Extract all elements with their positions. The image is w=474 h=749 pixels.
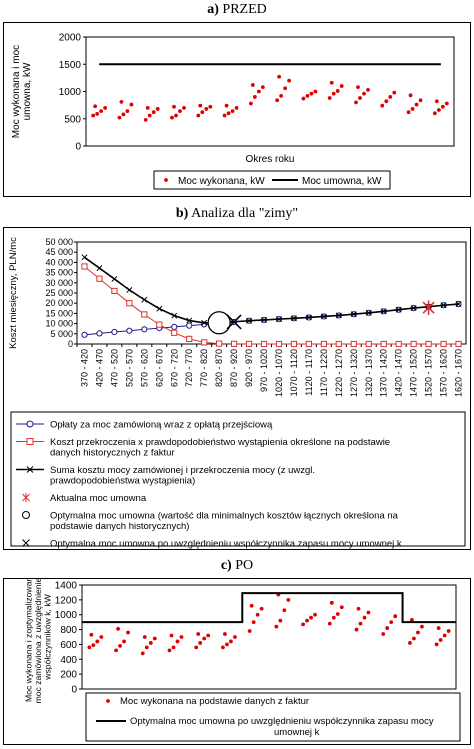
data-point xyxy=(172,646,176,650)
data-point xyxy=(260,607,264,611)
data-point-square xyxy=(142,312,147,317)
legend-marker-dot xyxy=(164,178,168,182)
y-tick-label: 1500 xyxy=(58,59,81,71)
data-point-x xyxy=(82,255,87,260)
data-point xyxy=(286,598,290,602)
data-point-circle xyxy=(142,327,147,332)
data-point xyxy=(435,99,439,103)
data-point xyxy=(275,98,279,102)
data-point-square xyxy=(172,330,177,335)
data-point xyxy=(180,635,184,639)
data-point-square xyxy=(157,322,162,327)
data-point xyxy=(420,625,424,629)
chart-a xyxy=(4,23,470,196)
data-point xyxy=(149,641,153,645)
data-point-square xyxy=(202,340,207,345)
x-axis-label: Okres roku xyxy=(245,154,295,165)
x-tick-label: 520 - 570 xyxy=(124,349,135,388)
data-point xyxy=(153,637,157,641)
data-point xyxy=(200,110,204,114)
data-point-circle xyxy=(97,331,102,336)
data-point xyxy=(366,88,370,92)
data-point xyxy=(407,110,411,114)
y-tick-label: 50 000 xyxy=(45,237,73,247)
x-tick-label: 970 - 1020 xyxy=(259,349,270,393)
legend-label: Moc umowna, kW xyxy=(302,176,382,187)
data-point-square xyxy=(381,341,386,346)
data-point xyxy=(278,619,282,623)
data-point xyxy=(384,99,388,103)
data-point xyxy=(172,105,176,109)
data-point xyxy=(99,109,103,113)
data-point xyxy=(389,620,393,624)
data-point xyxy=(206,634,210,638)
y-axis-label: Moc wykonana i zoptymalizowanamoc zamówiona z uwzględnieniemwspółczynników k, kW xyxy=(23,579,53,704)
data-point xyxy=(126,109,130,113)
data-point xyxy=(332,92,336,96)
data-point xyxy=(409,93,413,97)
x-tick-label: 1220 - 1270 xyxy=(333,349,344,398)
data-point xyxy=(441,105,445,109)
data-point-square xyxy=(396,341,401,346)
data-point xyxy=(152,110,156,114)
data-point xyxy=(130,103,134,107)
panel-c-title xyxy=(0,558,474,574)
data-point xyxy=(388,95,392,99)
data-point xyxy=(178,109,182,113)
data-point-x xyxy=(142,297,147,302)
data-point xyxy=(89,633,93,637)
y-tick-label: 1000 xyxy=(58,87,81,98)
data-point xyxy=(93,104,97,108)
data-point-square xyxy=(112,288,117,293)
chart-b xyxy=(4,228,470,549)
data-point xyxy=(198,641,202,645)
series-line-2 xyxy=(84,257,458,322)
y-axis-label: Koszt miesięczny, PLN/mc xyxy=(8,237,19,349)
data-point-square xyxy=(336,341,341,346)
data-point xyxy=(143,635,147,639)
data-point xyxy=(248,629,252,633)
legend-label: Optymalna moc umowna po uwzględnieniu współczynnika zapasu mocy umownej k xyxy=(50,538,402,549)
panel-b-title xyxy=(0,206,474,222)
data-point xyxy=(235,106,239,110)
data-point-square xyxy=(261,341,266,346)
y-tick-label: 600 xyxy=(60,639,77,651)
data-point xyxy=(95,112,99,116)
data-point xyxy=(309,616,313,620)
data-point-circle xyxy=(112,329,117,334)
x-tick-label: 1420 - 1470 xyxy=(393,349,404,398)
data-point xyxy=(385,626,389,630)
data-point xyxy=(330,81,334,85)
data-point xyxy=(314,90,318,94)
data-point xyxy=(251,83,255,87)
data-point-circle xyxy=(127,328,132,333)
data-point xyxy=(393,614,397,618)
data-point-square xyxy=(291,341,296,346)
data-point xyxy=(392,91,396,95)
plot-area xyxy=(82,585,456,689)
x-tick-label: 1120 - 1170 xyxy=(303,349,314,396)
data-point-x xyxy=(112,276,117,281)
data-point xyxy=(419,98,423,102)
data-point xyxy=(118,644,122,648)
data-point xyxy=(126,631,130,635)
x-tick-label: 1170 - 1220 xyxy=(318,349,329,397)
data-point xyxy=(223,632,227,636)
data-point xyxy=(437,626,441,630)
x-tick-label: 370 - 420 xyxy=(79,349,90,388)
legend-label: Optymalna moc umowna (wartość dla minimalnych kosztów łącznych określona na podstawie danych historycznych) xyxy=(50,510,398,532)
x-tick-label: 470 - 520 xyxy=(109,349,120,388)
legend-label: Aktualna moc umowna xyxy=(50,493,147,504)
data-point xyxy=(204,107,208,111)
y-tick-label: 1400 xyxy=(54,580,77,592)
panel-c-title-text: PO xyxy=(235,558,254,573)
panel-b xyxy=(3,227,471,550)
panel-a-title-text: PRZED xyxy=(222,2,267,17)
data-point-x xyxy=(127,287,132,292)
y-tick-label: 500 xyxy=(64,114,81,126)
data-point-square xyxy=(82,264,87,269)
data-point xyxy=(221,646,225,650)
data-point xyxy=(144,118,148,122)
data-point xyxy=(223,114,227,118)
x-tick-label: 1370 - 1420 xyxy=(378,349,389,398)
plot-area xyxy=(86,37,454,146)
y-tick-label: 800 xyxy=(60,625,77,637)
data-point xyxy=(443,634,447,638)
data-point xyxy=(362,92,366,96)
x-tick-label: 620 - 670 xyxy=(154,349,165,388)
data-point xyxy=(415,103,419,107)
legend-label: Moc wykonana na podstawie danych z faktur xyxy=(120,696,310,707)
data-point xyxy=(225,643,229,647)
data-point xyxy=(433,111,437,115)
data-point xyxy=(274,625,278,629)
legend-label: Opłaty za moc zamówioną wraz z opłatą przejściową xyxy=(50,419,273,431)
legend-marker-dot xyxy=(106,699,110,703)
x-tick-label: 1470 - 1520 xyxy=(408,349,419,398)
x-tick-label: 1620 - 1670 xyxy=(453,349,464,398)
data-point xyxy=(283,86,287,90)
data-point xyxy=(306,94,310,98)
data-point xyxy=(103,106,107,110)
y-tick-label: 20 000 xyxy=(45,298,73,309)
y-tick-label: 35 000 xyxy=(45,267,73,278)
panel-c xyxy=(3,578,471,745)
data-point xyxy=(182,106,186,110)
y-tick-label: 25 000 xyxy=(45,288,73,298)
y-tick-label: 15 000 xyxy=(45,308,73,319)
data-point xyxy=(196,114,200,118)
y-tick-label: 5 000 xyxy=(50,328,73,339)
data-point xyxy=(194,646,198,650)
data-point xyxy=(302,97,306,101)
data-point xyxy=(198,104,202,108)
y-tick-label: 0 xyxy=(67,339,73,349)
data-point xyxy=(229,640,233,644)
data-point xyxy=(170,634,174,638)
y-tick-label: 0 xyxy=(75,141,81,153)
data-point-square xyxy=(411,341,416,346)
y-tick-label: 200 xyxy=(60,669,77,681)
x-tick-label: 1520 - 1570 xyxy=(423,349,434,398)
panel-a-title xyxy=(0,2,474,18)
data-point xyxy=(447,629,451,633)
data-point xyxy=(168,648,172,652)
x-tick-label: 670 - 720 xyxy=(169,349,180,388)
data-point-square xyxy=(127,301,132,306)
y-tick-label: 40 000 xyxy=(45,257,73,268)
data-point xyxy=(305,619,309,623)
data-point-square xyxy=(321,341,326,346)
data-point xyxy=(249,102,253,106)
x-tick-label: 820 - 870 xyxy=(214,349,225,388)
data-point xyxy=(91,114,95,118)
data-point xyxy=(439,638,443,642)
x-tick-label: 870 - 920 xyxy=(229,349,240,388)
legend-label: Optymalna moc umowna po uwzględnieniu współczynnika zapasu mocy umownej k xyxy=(130,716,434,738)
data-point xyxy=(358,96,362,100)
x-tick-label: 1570 - 1620 xyxy=(438,349,449,398)
data-point xyxy=(170,116,174,120)
legend-label: Koszt przekroczenia x prawdopodobieństwo wystąpienia określone na podstawie danych historycznych z faktur xyxy=(50,437,391,459)
x-tick-label: 770 - 820 xyxy=(199,349,210,388)
data-point-square xyxy=(217,341,222,346)
data-point xyxy=(146,106,150,110)
y-tick-label: 1200 xyxy=(54,595,77,607)
data-point xyxy=(354,101,358,105)
series-line-1 xyxy=(84,266,458,344)
data-point xyxy=(332,616,336,620)
panel-c-letter: c) xyxy=(220,558,232,573)
data-point xyxy=(99,635,103,639)
y-tick-label: 10 000 xyxy=(45,318,73,329)
panel-a xyxy=(3,22,471,197)
data-point-square xyxy=(441,341,446,346)
y-tick-label: 0 xyxy=(71,684,77,696)
data-point xyxy=(174,114,178,118)
data-point xyxy=(116,627,120,631)
data-point xyxy=(359,622,363,626)
data-point xyxy=(355,628,359,632)
data-point xyxy=(231,109,235,113)
data-point xyxy=(416,631,420,635)
data-point xyxy=(227,111,231,115)
data-point-circle xyxy=(82,332,87,337)
data-point xyxy=(435,643,439,647)
data-point xyxy=(196,632,200,636)
y-tick-label: 45 000 xyxy=(45,247,73,258)
data-point-square xyxy=(246,341,251,346)
data-point xyxy=(252,620,256,624)
data-point xyxy=(287,79,291,83)
x-tick-label: 1320 - 1370 xyxy=(363,349,374,398)
x-tick-label: 720 - 770 xyxy=(184,349,195,388)
data-point-circle xyxy=(172,324,177,329)
data-point-square xyxy=(306,341,311,346)
data-point xyxy=(356,85,360,89)
x-tick-label: 1270 - 1320 xyxy=(348,349,359,398)
series-line-1 xyxy=(82,593,456,622)
x-tick-label: 420 - 470 xyxy=(94,349,105,388)
panel-a-letter: a) xyxy=(207,2,219,17)
legend-marker xyxy=(27,439,33,445)
data-point-square xyxy=(276,341,281,346)
data-point xyxy=(340,84,344,88)
data-point xyxy=(408,641,412,645)
highlight-circle xyxy=(208,312,230,334)
data-point-x xyxy=(97,266,102,271)
data-point-square xyxy=(231,341,236,346)
data-point xyxy=(445,102,449,106)
data-point xyxy=(91,643,95,647)
data-point xyxy=(95,640,99,644)
data-point-square xyxy=(366,341,371,346)
y-axis-label: Moc wykonana i mocumowna, kW xyxy=(11,44,33,139)
legend-marker xyxy=(27,421,33,427)
panel-b-title-text: Analiza dla "zimy" xyxy=(191,206,299,221)
data-point xyxy=(233,635,237,639)
data-point xyxy=(328,96,332,100)
y-tick-label: 1000 xyxy=(54,610,77,622)
y-tick-label: 400 xyxy=(60,654,77,666)
data-point xyxy=(250,604,254,608)
data-point-square xyxy=(187,336,192,341)
data-point xyxy=(336,612,340,616)
data-point xyxy=(261,85,265,89)
x-tick-label: 1020 - 1070 xyxy=(273,349,284,398)
chart-c xyxy=(4,579,470,744)
legend-label: Moc wykonana, kW xyxy=(178,176,265,187)
data-point xyxy=(301,622,305,626)
data-point xyxy=(114,648,118,652)
data-point xyxy=(87,646,91,650)
data-point xyxy=(118,116,122,120)
data-point xyxy=(225,104,229,108)
data-point xyxy=(380,104,384,108)
data-point xyxy=(208,105,212,109)
data-point xyxy=(120,100,124,104)
x-tick-label: 1070 - 1120 xyxy=(288,349,299,397)
data-point xyxy=(330,601,334,605)
panel-b-letter: b) xyxy=(175,206,189,221)
data-point-square xyxy=(426,341,431,346)
data-point xyxy=(257,90,261,94)
data-point xyxy=(277,75,281,79)
data-point-square xyxy=(456,341,461,346)
x-tick-label: 570 - 620 xyxy=(139,349,150,388)
data-point xyxy=(328,622,332,626)
x-tick-label: 920 - 970 xyxy=(244,349,255,388)
legend-marker xyxy=(23,512,30,519)
data-point-square xyxy=(97,276,102,281)
data-point xyxy=(412,637,416,641)
data-point-circle xyxy=(187,323,192,328)
data-point xyxy=(145,646,149,650)
data-point xyxy=(381,632,385,636)
data-point xyxy=(202,637,206,641)
data-point xyxy=(176,640,180,644)
y-tick-label: 2000 xyxy=(58,32,81,44)
data-point xyxy=(313,613,317,617)
data-point xyxy=(282,608,286,612)
data-point xyxy=(411,107,415,111)
data-point xyxy=(340,605,344,609)
y-tick-label: 30 000 xyxy=(45,277,73,288)
data-point xyxy=(437,108,441,112)
data-point xyxy=(122,640,126,644)
data-point xyxy=(156,107,160,111)
legend-label: Suma kosztu mocy zamówionej i przekroczenia mocy (z uwzgl. prawdopodobieństwa wystąpienia) xyxy=(50,465,316,487)
data-point xyxy=(336,89,340,93)
data-point xyxy=(357,607,361,611)
data-point xyxy=(367,611,371,615)
data-point xyxy=(310,92,314,96)
data-point xyxy=(122,112,126,116)
data-point xyxy=(363,616,367,620)
data-point-square xyxy=(351,341,356,346)
data-point xyxy=(253,95,257,99)
data-point xyxy=(256,613,260,617)
data-point xyxy=(148,114,152,118)
data-point xyxy=(279,94,283,98)
data-point xyxy=(141,651,145,655)
